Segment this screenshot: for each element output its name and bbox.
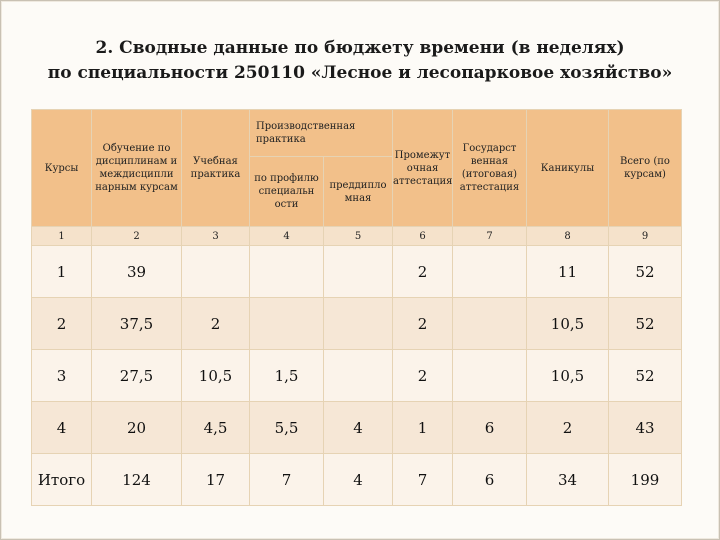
table-cell: 17	[182, 454, 250, 506]
header-prod-profile: по профилю специальн ости	[250, 157, 324, 227]
table-cell: 2	[393, 298, 453, 350]
table-row	[32, 246, 682, 298]
col-number: 5	[324, 227, 393, 246]
table-row-total	[32, 454, 682, 506]
table-cell	[324, 246, 393, 298]
title-line-1: 2. Сводные данные по бюджету времени (в неделях)	[95, 38, 625, 58]
col-number: 6	[393, 227, 453, 246]
table-cell: 34	[527, 454, 609, 506]
header-courses: Курсы	[32, 110, 92, 227]
table-cell: 2	[393, 246, 453, 298]
table-cell: 11	[527, 246, 609, 298]
table-cell: 52	[609, 350, 682, 402]
table-cell	[453, 298, 527, 350]
table-cell	[250, 246, 324, 298]
page-title	[0, 36, 720, 86]
budget-table	[31, 109, 682, 506]
table-cell: 4	[324, 402, 393, 454]
table-cell: 39	[92, 246, 182, 298]
table-cell: 2	[393, 350, 453, 402]
table-cell: 124	[92, 454, 182, 506]
table-cell: 27,5	[92, 350, 182, 402]
header-theory: Обучение по дисциплинам и междисципли нарным курсам	[92, 110, 182, 227]
table-cell: 1	[393, 402, 453, 454]
header-state: Государст венная (итоговая) аттестация	[453, 110, 527, 227]
table-cell: 7	[250, 454, 324, 506]
header-prod-prediploma: преддипло мная	[324, 157, 393, 227]
table-cell: 10,5	[182, 350, 250, 402]
table-cell	[324, 298, 393, 350]
table-cell: 6	[453, 454, 527, 506]
table-cell	[453, 350, 527, 402]
table-cell: 20	[92, 402, 182, 454]
table-cell	[324, 350, 393, 402]
table-cell: 1	[32, 246, 92, 298]
title-line-2: по специальности 250110 «Лесное и лесопарковое хозяйство»	[47, 63, 673, 83]
table-row	[32, 402, 682, 454]
header-prod-practice: Производственная практика	[250, 110, 393, 157]
table-cell: 10,5	[527, 350, 609, 402]
table-cell: 5,5	[250, 402, 324, 454]
table-cell: 3	[32, 350, 92, 402]
table-cell: 2	[32, 298, 92, 350]
table-cell: 52	[609, 246, 682, 298]
table-cell: 6	[453, 402, 527, 454]
header-total: Всего (по курсам)	[609, 110, 682, 227]
table-cell: 4	[324, 454, 393, 506]
table-cell: 2	[527, 402, 609, 454]
column-number-row	[32, 227, 682, 246]
col-number: 7	[453, 227, 527, 246]
table-cell: 4,5	[182, 402, 250, 454]
table-cell	[453, 246, 527, 298]
header-edu-practice: Учебная практика	[182, 110, 250, 227]
table-cell: 43	[609, 402, 682, 454]
col-number: 2	[92, 227, 182, 246]
table-cell: 199	[609, 454, 682, 506]
table-cell: Итого	[32, 454, 92, 506]
col-number: 3	[182, 227, 250, 246]
table-cell: 2	[182, 298, 250, 350]
header-interim: Промежут очная аттестация	[393, 110, 453, 227]
header-holidays: Каникулы	[527, 110, 609, 227]
table-cell: 10,5	[527, 298, 609, 350]
col-number: 9	[609, 227, 682, 246]
table-cell: 4	[32, 402, 92, 454]
table-cell	[250, 298, 324, 350]
table-row	[32, 298, 682, 350]
table-cell: 1,5	[250, 350, 324, 402]
table-cell	[182, 246, 250, 298]
col-number: 8	[527, 227, 609, 246]
table-cell: 37,5	[92, 298, 182, 350]
table-cell: 52	[609, 298, 682, 350]
col-number: 1	[32, 227, 92, 246]
col-number: 4	[250, 227, 324, 246]
table-cell: 7	[393, 454, 453, 506]
table-row	[32, 350, 682, 402]
